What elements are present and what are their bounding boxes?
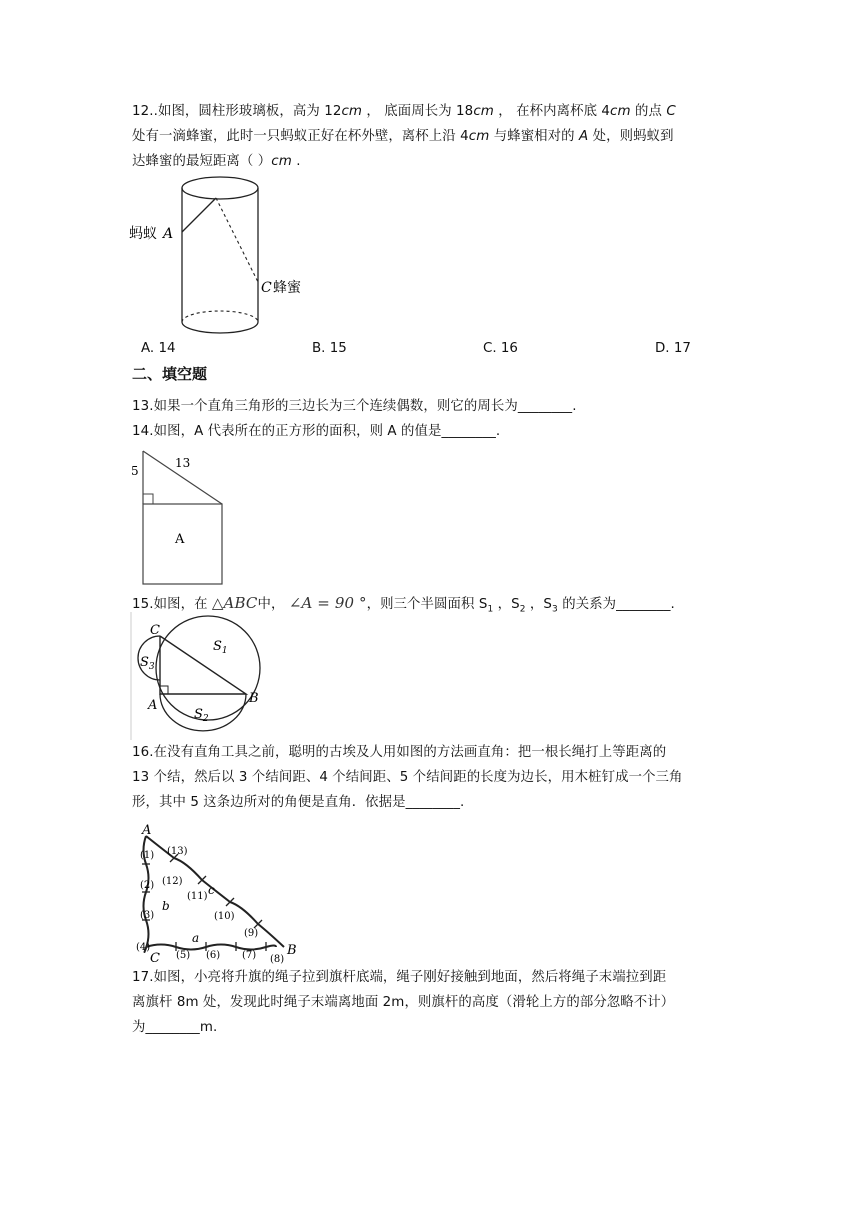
triangle-abc: △ABC	[211, 594, 258, 612]
q16-line-3: 形，其中 5 这条边所对的角便是直角．依据是________.	[132, 795, 465, 810]
label-point-a: A	[163, 226, 174, 242]
label-s3: $S_3$	[140, 655, 155, 672]
angle-a-90: ∠A = 90 °	[288, 594, 367, 612]
section-2-heading: 二、填空题	[132, 365, 208, 383]
svg-text:(1): (1)	[140, 850, 155, 861]
svg-text:(7): (7)	[242, 950, 257, 961]
q17-line-2: 离旗杆 8m 处，发现此时绳子末端离地面 2m，则旗杆的高度（滑轮上方的部分忽略不计）	[132, 995, 675, 1010]
q12-option-a: A. 14	[141, 341, 176, 356]
label-side-b: b	[162, 899, 170, 913]
label-side-c: c	[208, 883, 215, 897]
svg-text:(5): (5)	[176, 950, 191, 961]
q16-line-1: 16.在没有直角工具之前，聪明的古埃及人用如图的方法画直角：把一根长绳打上等距离的	[132, 745, 667, 760]
right-angle-mark	[143, 494, 153, 504]
svg-text:(8): (8)	[270, 954, 285, 965]
cylinder-bottom-back	[182, 311, 258, 322]
rope-side-a	[146, 945, 276, 950]
svg-text:(6): (6)	[206, 950, 221, 961]
q16-rope-triangle-figure	[132, 822, 307, 965]
q12-line-1: 12..如图，圆柱形玻璃板，高为 12cm ， 底面周长为 18cm ， 在杯内离杯底 4cm 的点 C	[132, 104, 676, 119]
q14-figure	[125, 445, 235, 590]
svg-text:(13): (13)	[167, 846, 188, 857]
q17-line-3: 为________m.	[132, 1020, 218, 1035]
svg-text:(4): (4)	[136, 942, 151, 953]
label-side-a: a	[192, 931, 200, 945]
q13-text: 13.如果一个直角三角形的三边长为三个连续偶数，则它的周长为________.	[132, 399, 577, 414]
svg-text:(10): (10)	[214, 911, 235, 922]
q12-cylinder-figure	[125, 170, 315, 340]
q12-line-3: 达蜂蜜的最短距离（ ）cm .	[132, 154, 301, 169]
q12-option-d: D. 17	[655, 341, 691, 356]
label-a: A	[148, 698, 158, 713]
label-c: C	[150, 623, 160, 638]
label-a: A	[175, 532, 185, 547]
label-b: B	[287, 943, 297, 958]
q12-line-2: 处有一滴蜂蜜，此时一只蚂蚁正好在杯外壁，离杯上沿 4cm 与蜂蜜相对的 A 处，则蚂蚁到	[132, 129, 674, 144]
label-s1: $S_1$	[213, 639, 228, 656]
cylinder-top-ellipse	[182, 177, 258, 199]
q12-option-b: B. 15	[312, 341, 347, 356]
triangle-abc-shape	[160, 636, 246, 694]
label-a: A	[142, 823, 152, 838]
label-13: 13	[175, 456, 191, 470]
q15-text: 15.如图，在 △ABC中， ∠A = 90 °，则三个半圆面积 $S_1$ ，$S_2$ ，$S_3$ 的关系为________.	[132, 594, 675, 615]
cylinder-bottom-front	[182, 322, 258, 333]
svg-text:(11): (11)	[187, 891, 208, 902]
q15-semicircle-figure	[128, 612, 268, 742]
svg-text:(2): (2)	[140, 880, 155, 891]
label-point-c: C	[261, 280, 272, 296]
label-5: 5	[131, 464, 139, 478]
ant-path-dashed	[216, 198, 258, 282]
label-ant-cn: 蚂蚁	[129, 226, 157, 242]
svg-text:(3): (3)	[140, 910, 155, 921]
q14-text: 14.如图，A 代表所在的正方形的面积，则 A 的值是________.	[132, 424, 501, 439]
label-s2: $S_2$	[194, 707, 209, 724]
semicircle-s2	[160, 694, 246, 731]
label-honey-cn: 蜂蜜	[273, 280, 301, 296]
q12-option-c: C. 16	[483, 341, 518, 356]
ant-path-solid	[182, 198, 216, 232]
svg-text:(9): (9)	[244, 928, 259, 939]
q16-line-2: 13 个结，然后以 3 个结间距、4 个结间距、5 个结间距的长度为边长，用木桩钉成一个三角	[132, 770, 683, 785]
q17-line-1: 17.如图，小亮将升旗的绳子拉到旗杆底端，绳子刚好接触到地面，然后将绳子末端拉到距	[132, 970, 667, 985]
label-c: C	[150, 951, 160, 965]
label-b: B	[249, 691, 259, 706]
svg-text:(12): (12)	[162, 876, 183, 887]
